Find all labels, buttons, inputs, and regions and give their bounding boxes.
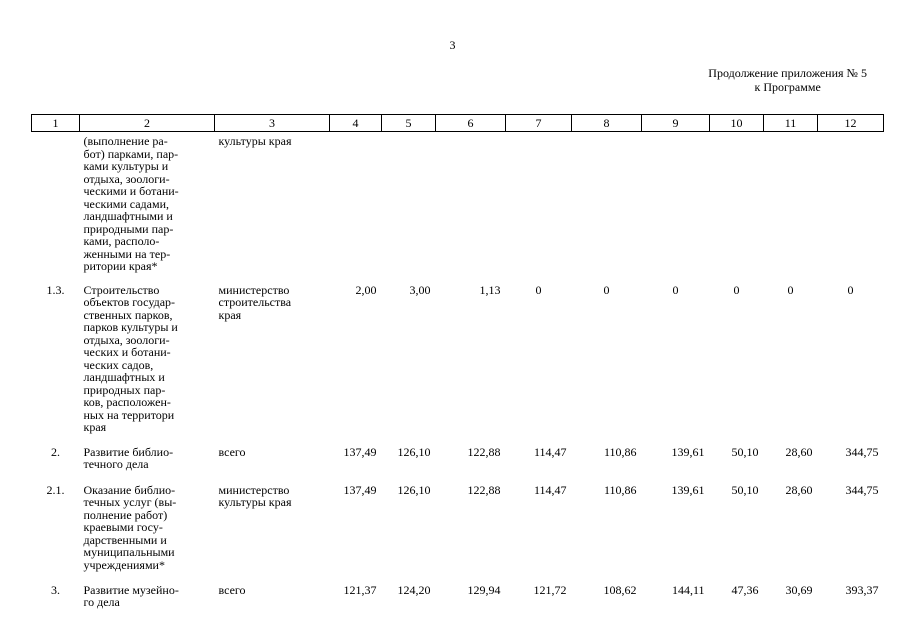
col-header-5: 5 (382, 115, 436, 132)
row-value: 108,62 (603, 582, 637, 597)
row-value: 0 (787, 282, 794, 297)
table-row (32, 444, 884, 482)
row-value (572, 132, 642, 282)
row-value: 0 (535, 282, 542, 297)
row-value: 137,49 (343, 482, 377, 497)
row-value (764, 132, 818, 282)
row-executor: всего (218, 582, 246, 597)
col-header-4: 4 (330, 115, 382, 132)
col-header-6: 6 (436, 115, 506, 132)
appendix-note-line1: Продолжение приложения № 5 (708, 66, 867, 80)
table-row (32, 482, 884, 582)
row-executor: министерство строительства края (218, 282, 292, 322)
appendix-note (708, 66, 867, 94)
col-header-11: 11 (764, 115, 818, 132)
row-value (710, 132, 764, 282)
row-value: 121,72 (533, 582, 567, 597)
row-value (818, 132, 884, 282)
row-value: 0 (603, 282, 610, 297)
program-table (31, 114, 884, 618)
row-value: 344,75 (845, 444, 879, 459)
row-value (330, 132, 382, 282)
row-value: 0 (847, 282, 854, 297)
row-value: 139,61 (671, 482, 705, 497)
row-name: Развитие музейно- го дела (83, 582, 179, 609)
col-header-7: 7 (506, 115, 572, 132)
row-index: 1.3. (46, 282, 65, 297)
row-index (32, 132, 80, 282)
row-value (506, 132, 572, 282)
row-value (642, 132, 710, 282)
table-row (32, 282, 884, 444)
row-value: 114,47 (533, 482, 567, 497)
row-value: 126,10 (397, 482, 431, 497)
row-value: 129,94 (467, 582, 501, 597)
page-number: 3 (449, 38, 456, 52)
col-header-12: 12 (818, 115, 884, 132)
row-value: 114,47 (533, 444, 567, 459)
row-value: 121,37 (343, 582, 377, 597)
column-number-row (32, 115, 884, 132)
row-name: Оказание библио- течных услуг (вы- полнение работ) краевыми госу- дарственными и муниципальными учреждениями* (83, 482, 177, 572)
row-executor: министерство культуры края (218, 482, 292, 509)
appendix-note-line2: к Программе (754, 80, 821, 94)
row-value: 124,20 (397, 582, 431, 597)
row-value: 0 (672, 282, 679, 297)
row-value: 0 (733, 282, 740, 297)
row-value: 30,69 (785, 582, 813, 597)
row-value: 47,36 (731, 582, 759, 597)
row-value: 122,88 (467, 444, 501, 459)
row-value: 110,86 (603, 444, 637, 459)
row-value: 139,61 (671, 444, 705, 459)
row-name: Развитие библио- течного дела (83, 444, 174, 471)
row-value: 122,88 (467, 482, 501, 497)
row-value: 50,10 (731, 444, 759, 459)
row-index: 2.1. (46, 482, 65, 497)
row-name: Строительство объектов государ- ственных парков, парков культуры и отдыха, зоологи- ческих и ботани- ческих садов, ландшафтных и природных пар- ков, расположен- ных на территори края (83, 282, 178, 434)
row-executor: культуры края (218, 134, 292, 148)
row-value: 50,10 (731, 482, 759, 497)
row-value: 137,49 (343, 444, 377, 459)
col-header-9: 9 (642, 115, 710, 132)
col-header-3: 3 (215, 115, 330, 132)
row-value: 1,13 (479, 282, 501, 297)
table-row (32, 132, 884, 282)
row-index: 2. (51, 444, 60, 459)
row-index: 3. (51, 582, 60, 597)
col-header-8: 8 (572, 115, 642, 132)
row-value: 110,86 (603, 482, 637, 497)
col-header-2: 2 (80, 115, 215, 132)
row-value (436, 132, 506, 282)
row-value: 2,00 (355, 282, 377, 297)
row-executor: всего (218, 444, 246, 459)
col-header-10: 10 (710, 115, 764, 132)
row-value: 126,10 (397, 444, 431, 459)
row-value: 3,00 (409, 282, 431, 297)
col-header-1: 1 (32, 115, 80, 132)
table-row (32, 582, 884, 618)
row-value: 393,37 (845, 582, 879, 597)
row-value (382, 132, 436, 282)
row-value: 28,60 (785, 444, 813, 459)
row-name: (выполнение ра- бот) парками, пар- ками культуры и отдыха, зоологи- ческими и ботани- ческими садами, ландшафтными и природными пар- ками, располо- женными на тер- ритории края* (83, 134, 179, 273)
row-value: 144,11 (671, 582, 705, 597)
row-value: 344,75 (845, 482, 879, 497)
row-value: 28,60 (785, 482, 813, 497)
